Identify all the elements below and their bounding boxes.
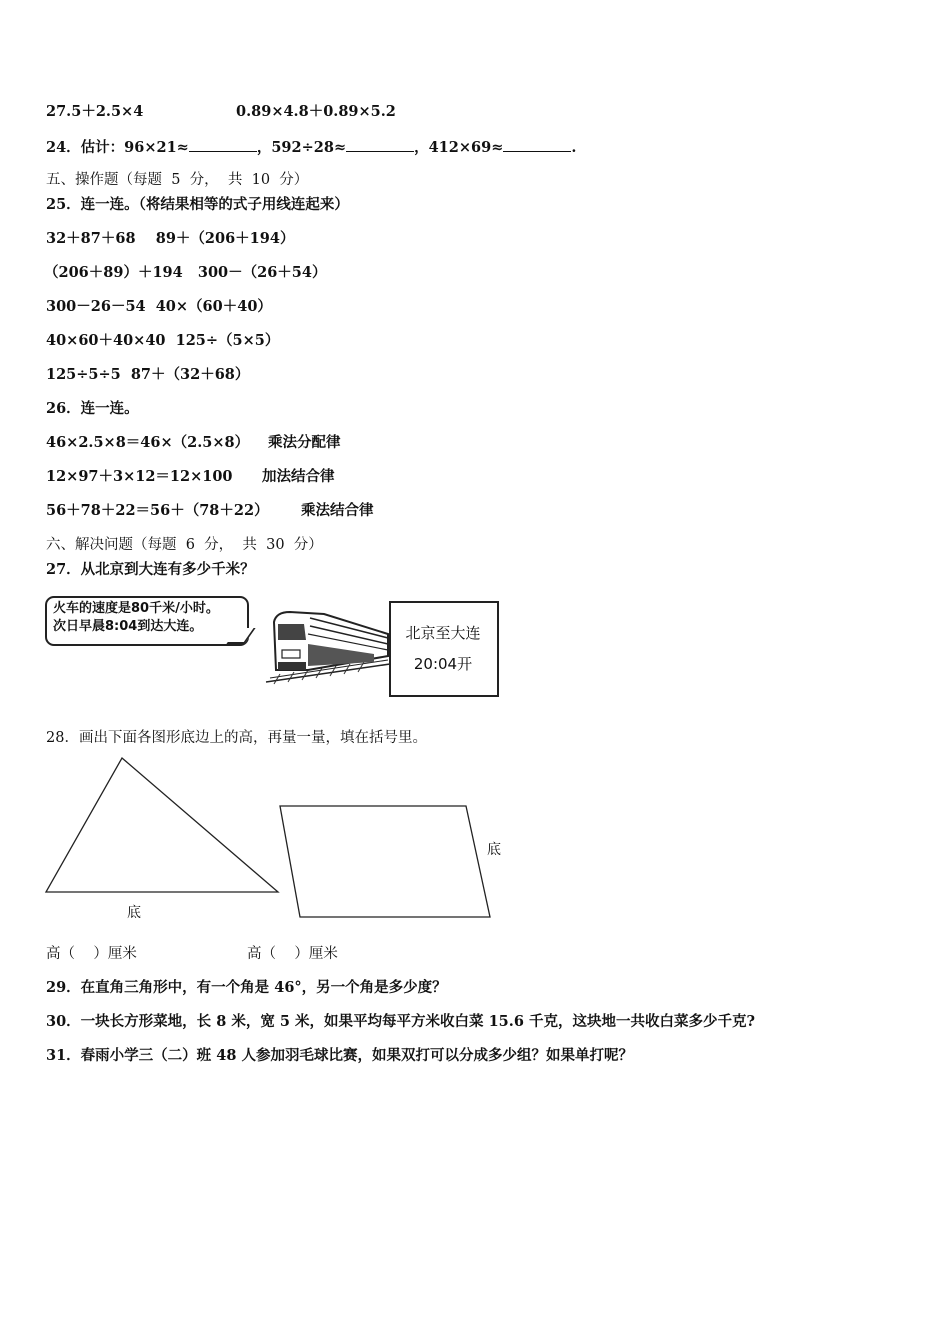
sign-departure-time: 20:04开 — [413, 655, 473, 673]
q31: 31．春雨小学三（二）班 48 人参加羽毛球比赛，如果双打可以分成多少组？如果单打呢？ — [46, 1047, 633, 1064]
q26-right-3: 乘法结合律 — [301, 502, 374, 519]
q23-expression-right: 0.89×4.8＋0.89×5.2 — [236, 103, 396, 120]
bubble-line-1: 火车的速度是80千米/小时。 — [53, 601, 219, 616]
q28-title: 28．画出下面各图形底边上的高，再量一量，填在括号里。 — [46, 730, 427, 746]
q24-blank-1[interactable] — [189, 138, 257, 152]
q24-end: . — [571, 139, 577, 156]
parallelogram-shape — [276, 800, 496, 922]
q26-left-2: 12×97＋3×12＝12×100 — [46, 468, 233, 485]
q24-estimate — [46, 138, 576, 157]
bubble-line-2: 次日早晨8:04到达大连。 — [53, 619, 203, 634]
q28-answer-left: 高（ ）厘米 — [46, 946, 137, 962]
train-icon — [264, 604, 392, 686]
section-6-heading: 六、解决问题（每题 6 分， 共 30 分） — [46, 537, 323, 553]
q26-right-1: 乘法分配律 — [268, 434, 341, 451]
sign-route: 北京至大连 — [405, 624, 481, 642]
triangle-base-label: 底 — [127, 905, 141, 921]
q25-row-1: 32＋87＋68 89＋（206＋194） — [46, 230, 295, 247]
q25-row-4: 40×60＋40×40 125÷（5×5） — [46, 332, 280, 349]
parallelogram-base-label: 底 — [487, 842, 501, 858]
q24-prefix: 24．估计：96×21≈ — [46, 139, 189, 156]
q24-mid2: ，412×69≈ — [414, 139, 504, 156]
q26-title: 26．连一连。 — [46, 400, 139, 417]
q26-right-2: 加法结合律 — [262, 468, 335, 485]
q26-left-1: 46×2.5×8＝46×（2.5×8） — [46, 434, 250, 451]
departure-sign — [389, 601, 499, 697]
q28-answer-right: 高（ ）厘米 — [247, 946, 338, 962]
q25-row-2: （206＋89）＋194 300－（26＋54） — [44, 264, 327, 281]
q25-row-3: 300－26－54 40×（60＋40） — [46, 298, 272, 315]
q25-row-5: 125÷5÷5 87＋（32＋68） — [46, 366, 250, 383]
q23-expression-left: 27.5＋2.5×4 — [46, 103, 144, 120]
q24-blank-2[interactable] — [346, 138, 414, 152]
triangle-shape — [40, 752, 290, 898]
q24-blank-3[interactable] — [503, 138, 571, 152]
q27-title: 27．从北京到大连有多少千米？ — [46, 561, 255, 578]
q29: 29．在直角三角形中，有一个角是 46°，另一个角是多少度？ — [46, 979, 447, 996]
q25-title: 25．连一连。（将结果相等的式子用线连起来） — [46, 196, 349, 213]
section-5-heading: 五、操作题（每题 5 分， 共 10 分） — [46, 172, 309, 188]
q30: 30．一块长方形菜地，长 8 米，宽 5 米，如果平均每平方米收白菜 15.6 千克，这块地一共收白菜多少千克? — [46, 1013, 755, 1030]
q26-left-3: 56＋78＋22＝56＋（78＋22） — [46, 502, 269, 519]
q24-mid1: ，592÷28≈ — [256, 139, 347, 156]
